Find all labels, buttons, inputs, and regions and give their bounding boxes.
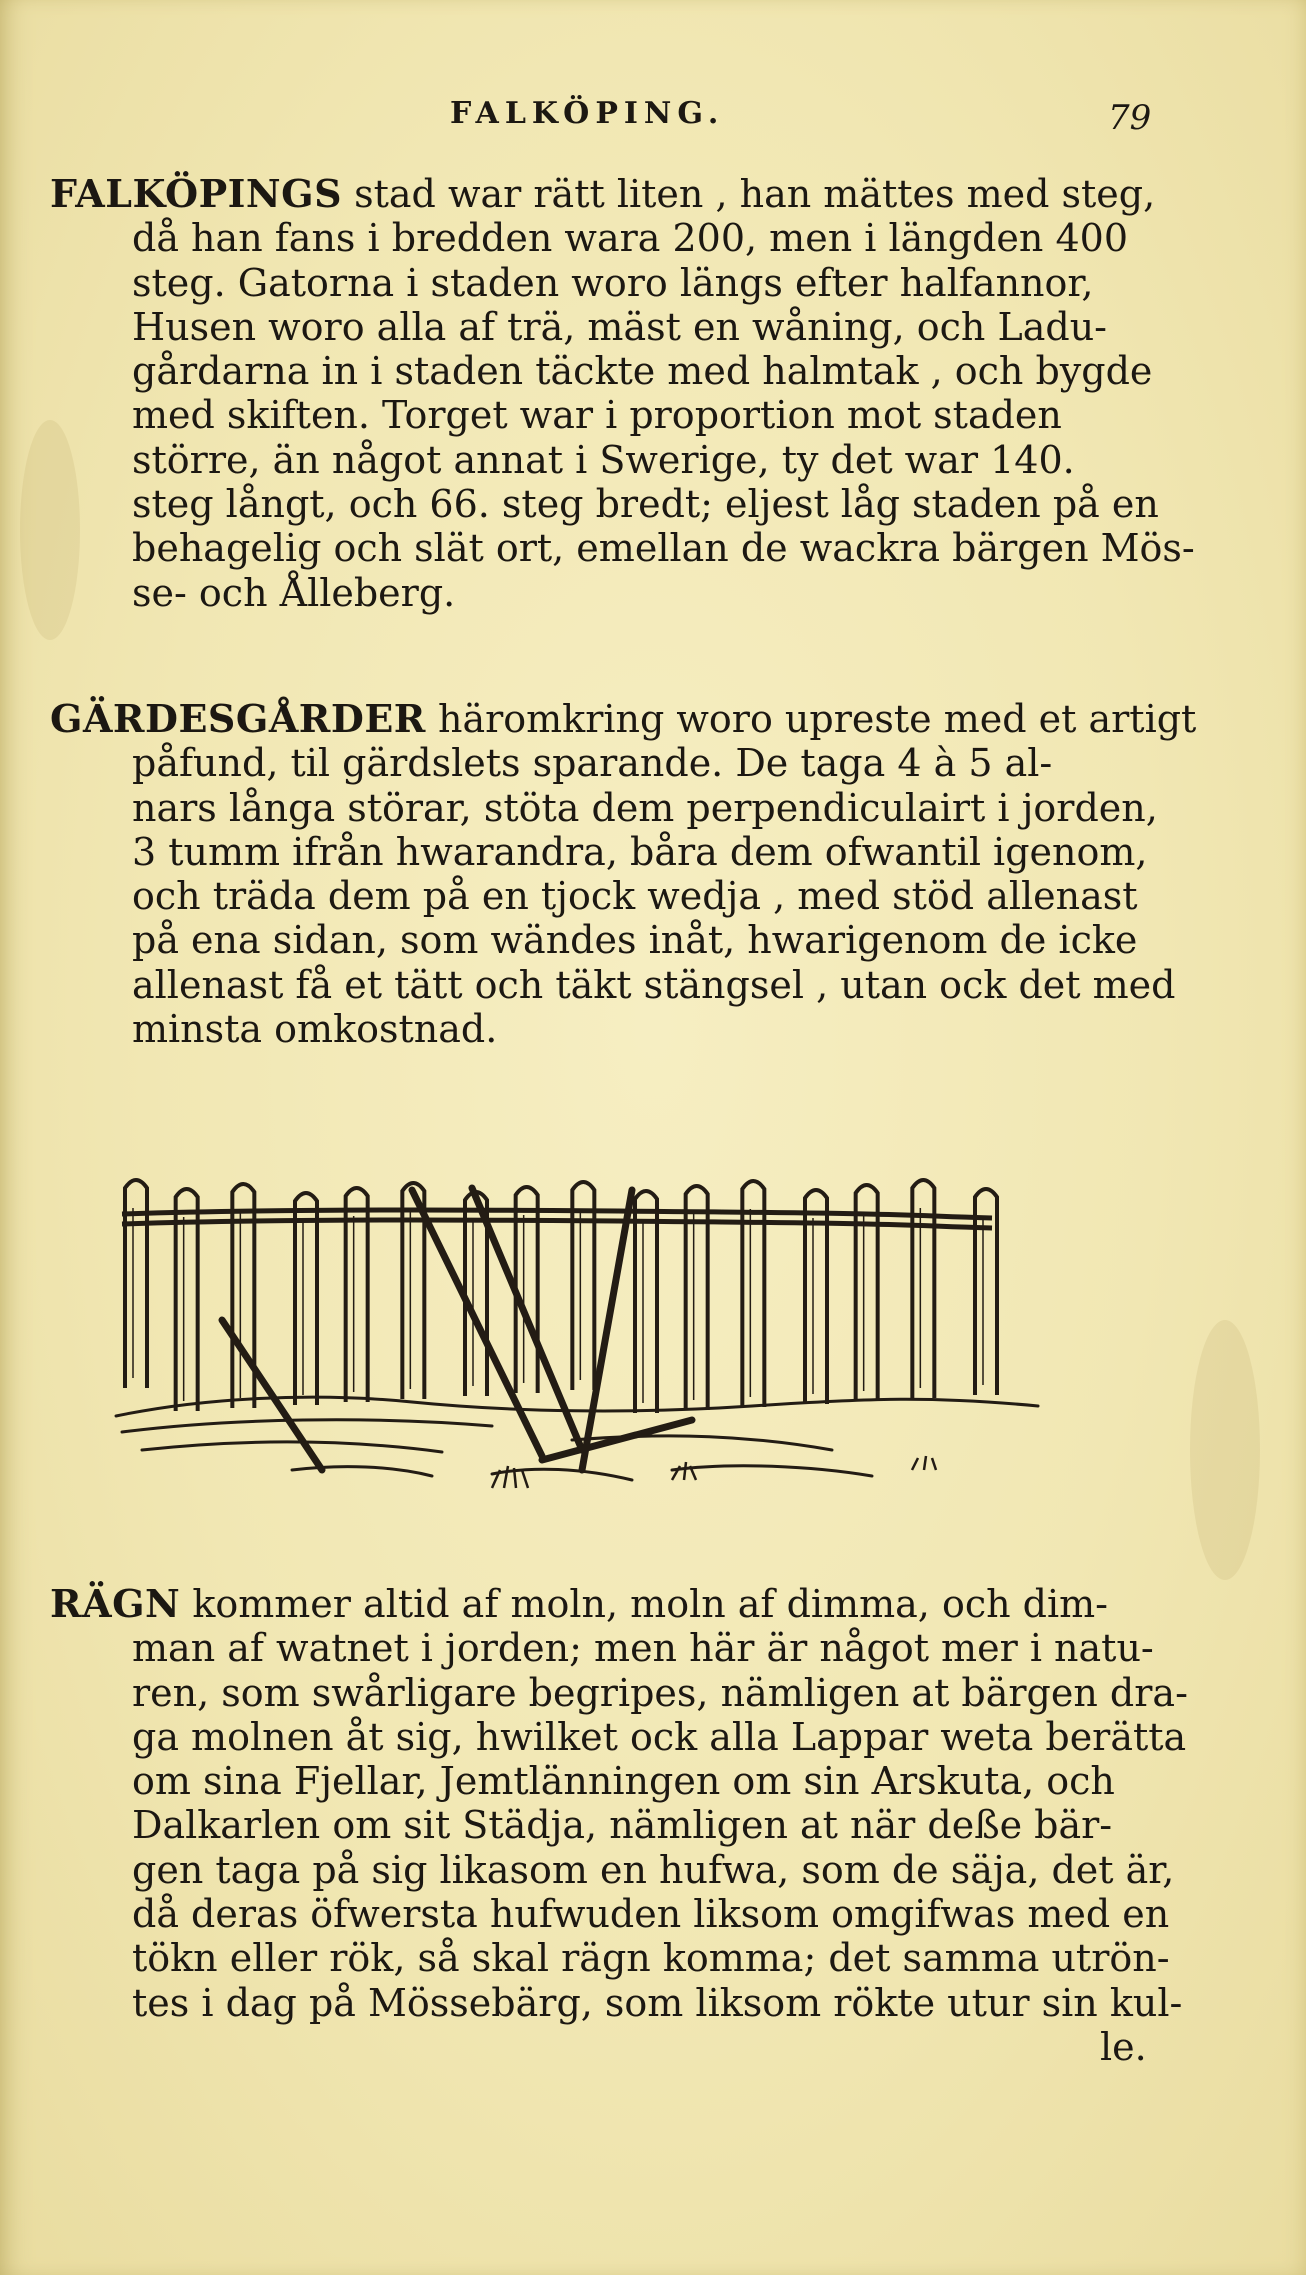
fence-stake: [856, 1185, 878, 1401]
text-line: påfund, til gärdslets sparande. De taga 4 à 5 al-: [132, 741, 1053, 786]
text-line: [50, 172, 1160, 216]
text-line-content: stad war rätt liten , han mättes med steg,: [342, 172, 1156, 216]
text-line: Dalkarlen om sit Städja, nämligen at när deße bär-: [132, 1803, 1113, 1848]
text-line: större, än något annat i Swerige, ty det war 140.: [132, 437, 1075, 482]
text-line: med skiften. Torget war i proportion mot staden: [132, 393, 1062, 438]
text-line: tökn eller rök, så skal rägn komma; det samma utrön-: [132, 1936, 1170, 1981]
text-line: [50, 1582, 1160, 1626]
paragraph-gardesgarder: [50, 696, 1197, 1052]
paragraph-lead-word: GÄRDESGÅRDER: [50, 696, 426, 741]
text-line: nars långa störar, stöta dem perpendiculairt i jorden,: [132, 785, 1158, 830]
text-line: Husen woro alla af trä, mäst en wåning, och Ladu-: [132, 304, 1108, 349]
paragraph-lead-word: RÄGN: [50, 1581, 181, 1626]
text-line: då han fans i bredden wara 200, men i längden 400: [132, 216, 1128, 261]
paragraph-falkoping: [50, 171, 1195, 615]
text-line: tes i dag på Mössebärg, som liksom rökte utur sin kul-: [132, 1980, 1183, 2025]
fence-stake: [635, 1191, 657, 1413]
text-line: på ena sidan, som wändes inåt, hwarigenom de icke: [132, 918, 1138, 963]
text-line: behagelig och slät ort, emellan de wackra bärgen Mös-: [132, 526, 1195, 571]
text-line: då deras öfwersta hufwuden liksom omgifwas med en: [132, 1892, 1170, 1937]
paper-stain: [1190, 1320, 1260, 1580]
fence-stake: [295, 1193, 317, 1405]
running-head: [0, 96, 1306, 136]
text-line: gårdarna in i staden täckte med halmtak , och bygde: [132, 349, 1153, 394]
text-line: minsta omkostnad.: [132, 1007, 498, 1052]
text-line: 3 tumm ifrån hwarandra, båra dem ofwantil igenom,: [132, 829, 1148, 874]
fence-woodcut-illustration: [112, 1170, 1042, 1530]
paragraph-lead-word: FALKÖPINGS: [50, 171, 343, 216]
text-line: allenast få et tätt och täkt stängsel , utan ock det med: [132, 962, 1176, 1007]
text-line: om sina Fjellar, Jemtlänningen om sin Arskuta, och: [132, 1759, 1115, 1804]
text-line: se- och Ålleberg.: [132, 570, 456, 615]
text-line-content: häromkring woro upreste med et artigt: [425, 697, 1197, 741]
text-line: gen taga på sig likasom en hufwa, som de säja, det är,: [132, 1847, 1175, 1892]
brace-left: [222, 1320, 322, 1470]
paragraph-ragn: [50, 1581, 1188, 2069]
brace-center-left: [412, 1190, 542, 1456]
text-line: och träda dem på en tjock wedja , med stöd allenast: [132, 874, 1138, 919]
text-line-content: kommer altid af moln, moln af dimma, och dim-: [180, 1582, 1109, 1626]
brace-right: [582, 1190, 632, 1470]
text-line: le.: [1100, 2024, 1147, 2069]
support-braces: [222, 1188, 692, 1470]
text-line: [50, 696, 1197, 741]
text-line: steg. Gatorna i staden woro längs efter halfannor,: [132, 260, 1094, 305]
text-line: ren, som swårligare begripes, nämligen at bärgen dra-: [132, 1670, 1188, 1715]
brace-right-ground: [542, 1420, 692, 1460]
text-line: ga molnen åt sig, hwilket ock alla Lappar weta berätta: [132, 1714, 1187, 1759]
page-header-title: FALKÖPING.: [450, 96, 725, 131]
fence-stake: [912, 1180, 934, 1398]
page-number: 79: [1108, 98, 1152, 138]
text-line: steg långt, och 66. steg bredt; eljest låg staden på en: [132, 482, 1159, 527]
text-line: man af watnet i jorden; men här är något mer i natu-: [132, 1626, 1154, 1671]
grass-tufts: [492, 1456, 936, 1488]
fence-stake: [232, 1184, 254, 1408]
